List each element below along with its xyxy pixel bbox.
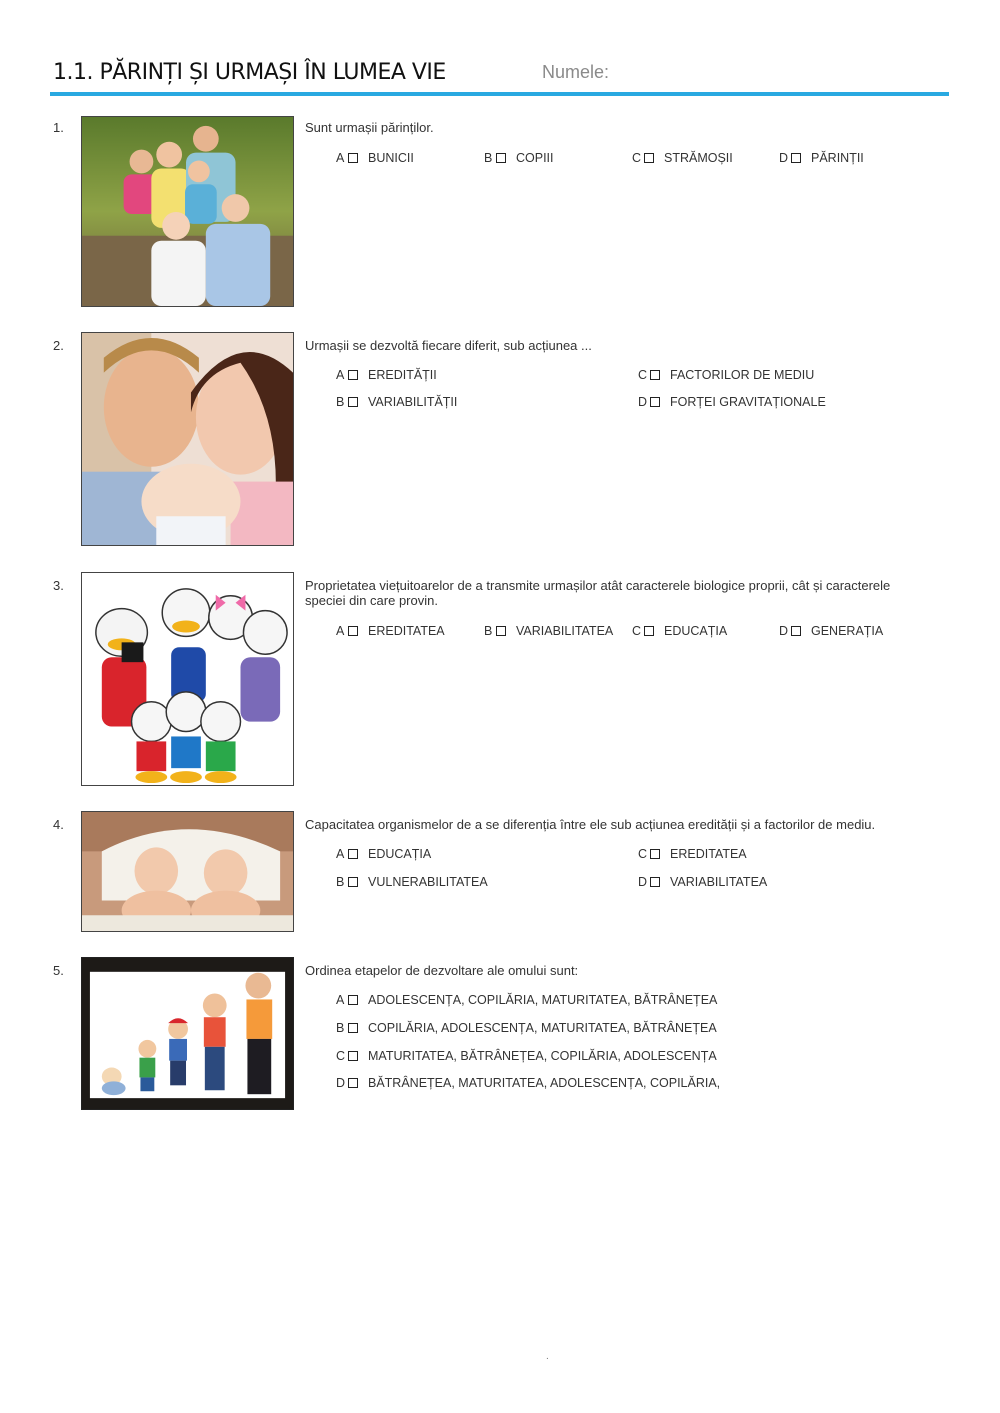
question-number: 3. bbox=[53, 578, 64, 593]
option-letter: B bbox=[484, 624, 493, 638]
option-b[interactable] bbox=[336, 1021, 717, 1035]
checkbox[interactable] bbox=[348, 1051, 358, 1061]
growth-stages-cartoon bbox=[81, 957, 294, 1110]
checkbox[interactable] bbox=[496, 153, 506, 163]
option-b[interactable] bbox=[336, 875, 488, 889]
option-c[interactable] bbox=[638, 368, 814, 382]
checkbox[interactable] bbox=[650, 877, 660, 887]
option-letter: B bbox=[336, 875, 345, 889]
option-b[interactable] bbox=[336, 395, 457, 409]
question-text: Proprietatea viețuitoarelor de a transmite urmașilor atât caracterele biologice proprii, cât și caracterele speciei din care provin. bbox=[305, 578, 891, 608]
option-letter: D bbox=[638, 875, 648, 889]
option-label: VARIABILITATEA bbox=[670, 875, 768, 889]
option-letter: B bbox=[484, 151, 493, 165]
option-label: EDUCAȚIA bbox=[368, 847, 432, 861]
option-label: ADOLESCENȚA, COPILĂRIA, MATURITATEA, BĂTRÂNEȚEA bbox=[368, 993, 718, 1007]
option-label: EREDITĂȚII bbox=[368, 368, 437, 382]
option-label: VARIABILITĂȚII bbox=[368, 395, 458, 409]
question-number: 1. bbox=[53, 120, 64, 135]
option-c[interactable] bbox=[336, 1049, 717, 1063]
question-text: Capacitatea organismelor de a se diferenția între ele sub acțiunea eredității și a factorilor de mediu. bbox=[305, 817, 876, 832]
question-text: Ordinea etapelor de dezvoltare ale omului sunt: bbox=[305, 963, 579, 978]
option-letter: A bbox=[336, 847, 345, 861]
option-a[interactable] bbox=[336, 993, 717, 1007]
option-c[interactable] bbox=[638, 847, 747, 861]
option-letter: D bbox=[336, 1076, 346, 1090]
option-letter: D bbox=[638, 395, 648, 409]
option-d[interactable] bbox=[336, 1076, 720, 1090]
option-label: COPILĂRIA, ADOLESCENȚA, MATURITATEA, BĂTRÂNEȚEA bbox=[368, 1021, 717, 1035]
option-letter: D bbox=[779, 151, 789, 165]
checkbox[interactable] bbox=[348, 397, 358, 407]
checkbox[interactable] bbox=[348, 370, 358, 380]
option-letter: B bbox=[336, 1021, 345, 1035]
cartoon-ducks-family bbox=[81, 572, 294, 786]
option-b[interactable] bbox=[484, 624, 613, 638]
option-letter: C bbox=[632, 624, 642, 638]
option-letter: A bbox=[336, 624, 345, 638]
option-label: STRĂMOȘII bbox=[664, 151, 733, 165]
option-a[interactable] bbox=[336, 151, 414, 165]
twin-babies-photo bbox=[81, 811, 294, 932]
family-photo bbox=[81, 116, 294, 307]
checkbox[interactable] bbox=[791, 626, 801, 636]
parents-baby-photo bbox=[81, 332, 294, 546]
option-label: COPIII bbox=[516, 151, 554, 165]
checkbox[interactable] bbox=[348, 153, 358, 163]
option-d[interactable] bbox=[779, 151, 864, 165]
checkbox[interactable] bbox=[650, 370, 660, 380]
header-divider bbox=[50, 92, 949, 96]
option-b[interactable] bbox=[484, 151, 554, 165]
option-letter: A bbox=[336, 151, 345, 165]
checkbox[interactable] bbox=[348, 1023, 358, 1033]
option-letter: A bbox=[336, 368, 345, 382]
option-letter: C bbox=[336, 1049, 346, 1063]
option-label: EREDITATEA bbox=[368, 624, 445, 638]
option-label: PĂRINȚII bbox=[811, 151, 864, 165]
checkbox[interactable] bbox=[644, 626, 654, 636]
question-number: 2. bbox=[53, 338, 64, 353]
checkbox[interactable] bbox=[496, 626, 506, 636]
option-label: EDUCAȚIA bbox=[664, 624, 728, 638]
option-label: VULNERABILITATEA bbox=[368, 875, 488, 889]
name-field-label[interactable]: Numele: bbox=[542, 62, 610, 82]
option-d[interactable] bbox=[779, 624, 883, 638]
option-a[interactable] bbox=[336, 624, 445, 638]
option-c[interactable] bbox=[632, 151, 733, 165]
checkbox[interactable] bbox=[348, 849, 358, 859]
checkbox[interactable] bbox=[348, 995, 358, 1005]
question-number: 4. bbox=[53, 817, 64, 832]
worksheet-header bbox=[53, 60, 949, 96]
checkbox[interactable] bbox=[650, 849, 660, 859]
option-d[interactable] bbox=[638, 395, 826, 409]
option-a[interactable] bbox=[336, 368, 437, 382]
question-text: Urmașii se dezvoltă fiecare diferit, sub acțiunea ... bbox=[305, 338, 592, 353]
option-letter: C bbox=[638, 847, 648, 861]
option-letter: D bbox=[779, 624, 789, 638]
option-label: FACTORILOR DE MEDIU bbox=[670, 368, 815, 382]
checkbox[interactable] bbox=[644, 153, 654, 163]
option-label: BĂTRÂNEȚEA, MATURITATEA, ADOLESCENȚA, COPILĂRIA, bbox=[368, 1076, 721, 1090]
option-label: EREDITATEA bbox=[670, 847, 747, 861]
option-c[interactable] bbox=[632, 624, 727, 638]
option-letter: A bbox=[336, 993, 345, 1007]
option-label: VARIABILITATEA bbox=[516, 624, 614, 638]
option-label: MATURITATEA, BĂTRÂNEȚEA, COPILĂRIA, ADOLESCENȚA bbox=[368, 1049, 717, 1063]
page-title: 1.1. PĂRINȚI ȘI URMAȘI ÎN LUMEA VIE bbox=[53, 60, 446, 85]
option-label: BUNICII bbox=[368, 151, 414, 165]
option-letter: C bbox=[638, 368, 648, 382]
option-d[interactable] bbox=[638, 875, 767, 889]
checkbox[interactable] bbox=[348, 877, 358, 887]
checkbox[interactable] bbox=[348, 1078, 358, 1088]
question-number: 5. bbox=[53, 963, 64, 978]
checkbox[interactable] bbox=[650, 397, 660, 407]
question-text: Sunt urmașii părinților. bbox=[305, 120, 434, 135]
option-letter: C bbox=[632, 151, 642, 165]
option-letter: B bbox=[336, 395, 345, 409]
checkbox[interactable] bbox=[791, 153, 801, 163]
option-a[interactable] bbox=[336, 847, 431, 861]
option-label: GENERAȚIA bbox=[811, 624, 884, 638]
checkbox[interactable] bbox=[348, 626, 358, 636]
option-label: FORȚEI GRAVITAȚIONALE bbox=[670, 395, 826, 409]
footer-mark: . bbox=[546, 1351, 549, 1362]
